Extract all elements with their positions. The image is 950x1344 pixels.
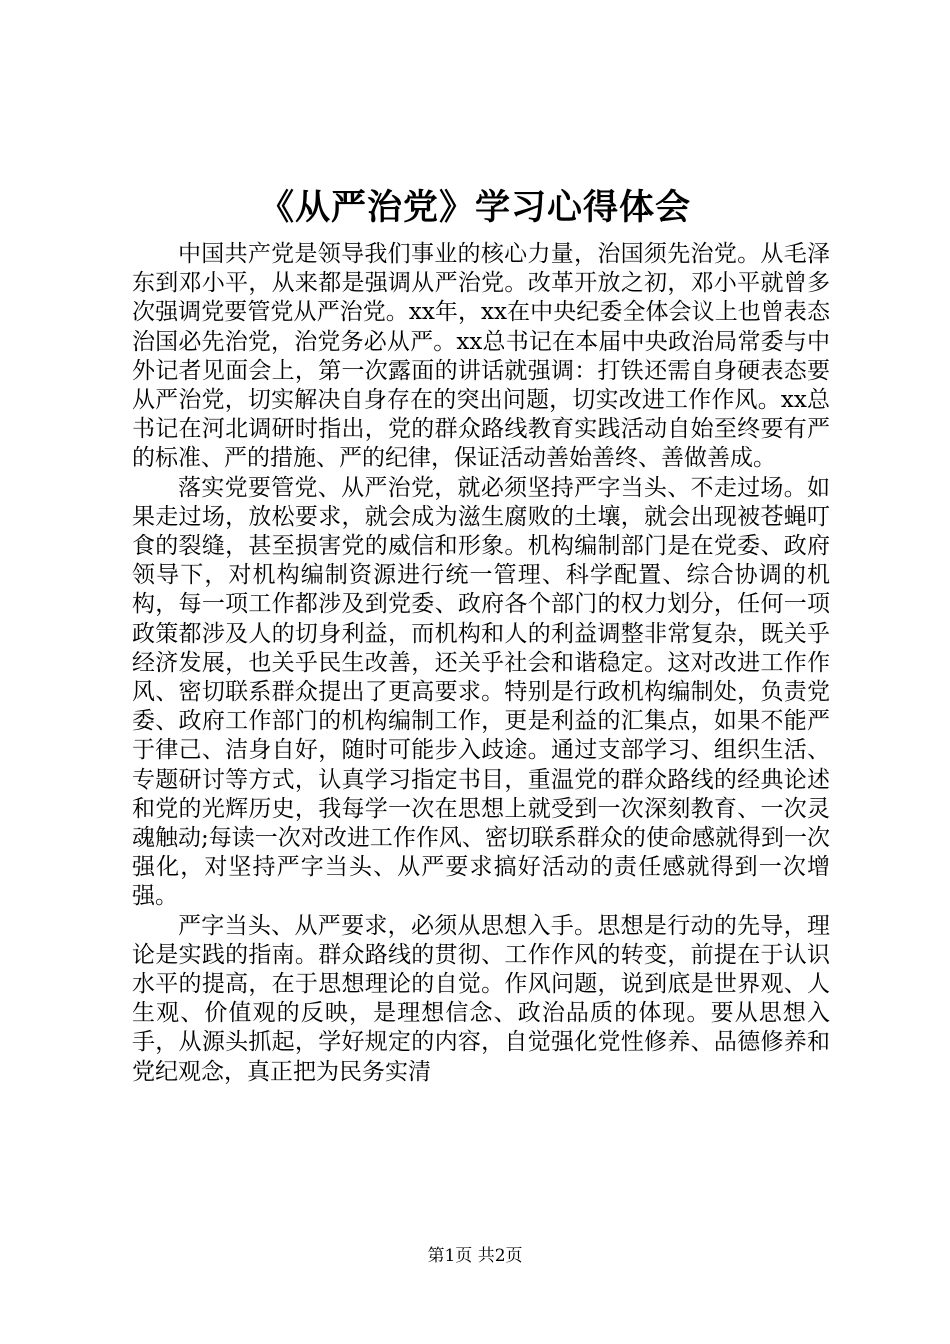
paragraph: 严字当头、从严要求，必须从思想入手。思想是行动的先导，理论是实践的指南。群众路线的贯彻、工作作风的转变，前提在于认识水平的提高，在于思想理论的自觉。作风问题，说到底是世界观、人生观、价值观的反映，是理想信念、政治品质的体现。要从思想入手，从源头抓起，学好规定的内容，自觉强化党性修养、品德修养和党纪观念，真正把为民务实清 [132, 912, 830, 1085]
document-title: 《从严治党》学习心得体会 [258, 187, 691, 228]
page-number-footer: 第1页 共2页 [427, 1246, 523, 1266]
paragraph: 中国共产党是领导我们事业的核心力量，治国须先治党。从毛泽东到邓小平，从来都是强调从严治党。改革开放之初，邓小平就曾多次强调党要管党从严治党。xx年，xx在中央纪委全体会议上也曾表态治国必先治党，治党务必从严。xx总书记在本届中央政治局常委与中外记者见面会上，第一次露面的讲话就强调：打铁还需自身硬表态要从严治党，切实解决自身存在的突出问题，切实改进工作作风。xx总书记在河北调研时指出，党的群众路线教育实践活动自始至终要有严的标准、严的措施、严的纪律，保证活动善始善终、善做善成。 [132, 241, 830, 472]
document-body [132, 240, 830, 1087]
paragraph: 落实党要管党、从严治党，就必须坚持严字当头、不走过场。如果走过场，放松要求，就会成为滋生腐败的土壤，就会出现被苍蝇叮食的裂缝，甚至损害党的威信和形象。机构编制部门是在党委、政府领导下，对机构编制资源进行统一管理、科学配置、综合协调的机构，每一项工作都涉及到党委、政府各个部门的权力划分，任何一项政策都涉及人的切身利益，而机构和人的利益调整非常复杂，既关乎经济发展，也关乎民生改善，还关乎社会和谐稳定。这对改进工作作风、密切联系群众提出了更高要求。特别是行政机构编制处，负责党委、政府工作部门的机构编制工作，更是利益的汇集点，如果不能严于律己、洁身自好，随时可能步入歧途。通过支部学习、组织生活、专题研讨等方式，认真学习指定书目，重温党的群众路线的经典论述和党的光辉历史，我每学一次在思想上就受到一次深刻教育、一次灵魂触动;每读一次对改进工作作风、密切联系群众的使命感就得到一次强化，对坚持严字当头、从严要求搞好活动的责任感就得到一次增强。 [132, 474, 830, 910]
